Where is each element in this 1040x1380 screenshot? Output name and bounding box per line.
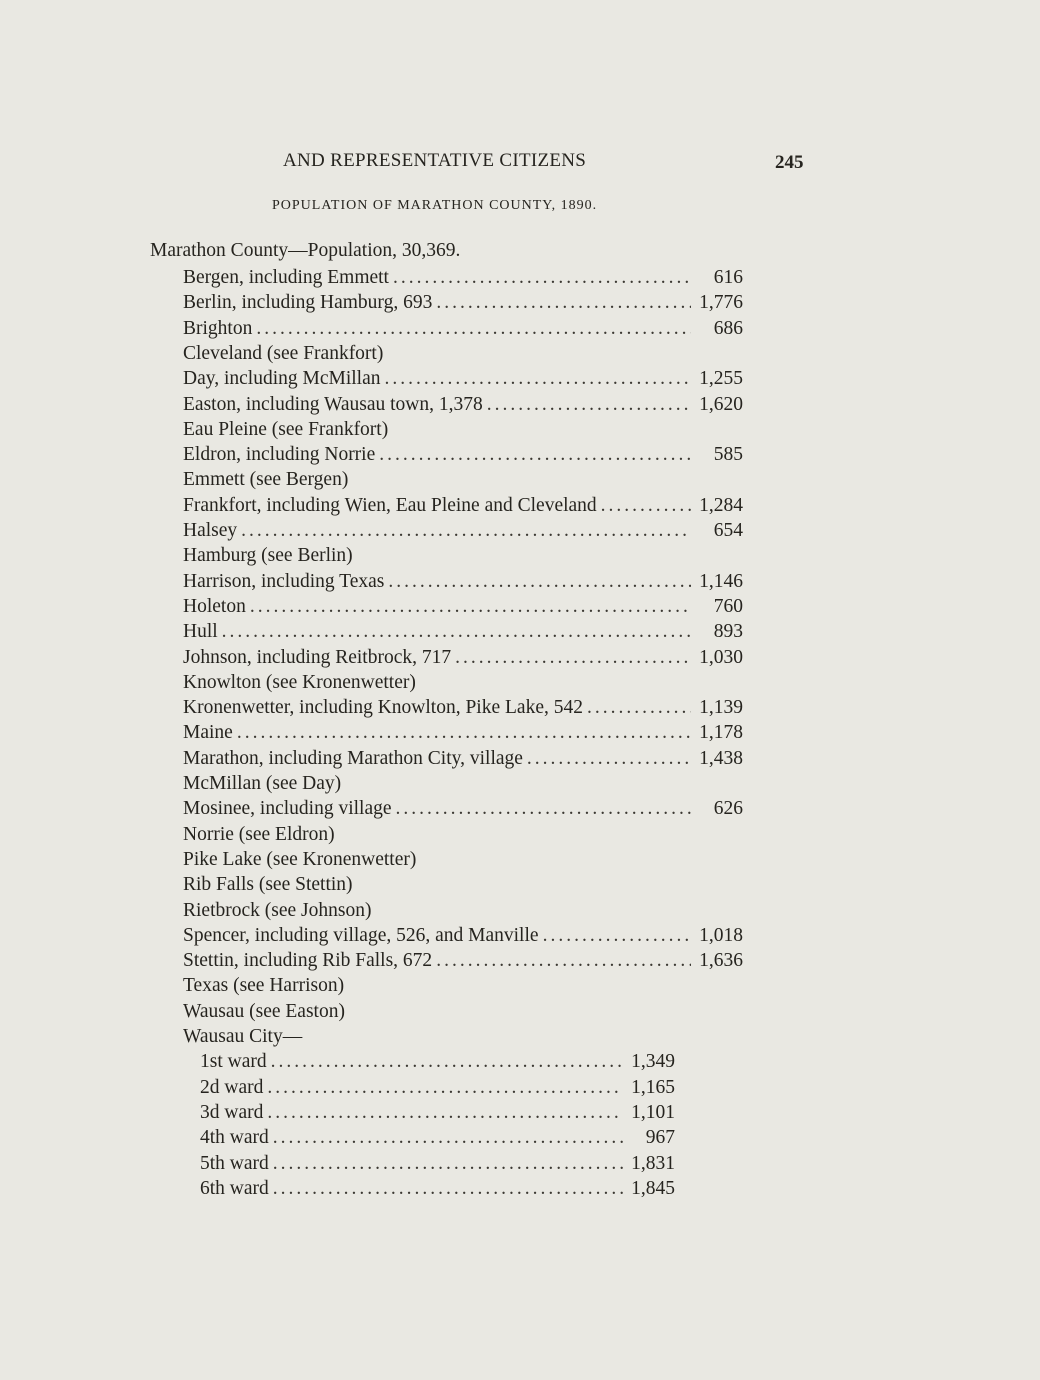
place-name: Hamburg (see Berlin) [183,545,353,567]
population-value: 893 [713,621,743,643]
list-item [183,923,743,948]
place-name: Spencer, including village, 526, and Manville [183,924,539,946]
list-item [183,493,743,518]
place-name: Emmett (see Bergen) [183,469,349,491]
place-name: Knowlton (see Kronenwetter) [183,671,416,693]
ward-name: 1st ward [200,1051,267,1073]
population-value: 1,255 [699,368,743,390]
population-value: 1,146 [699,570,743,592]
place-name: Stettin, including Rib Falls, 672 [183,950,433,972]
place-name: Halsey [183,520,238,541]
population-value: 654 [713,520,743,541]
list-item [183,847,743,872]
list-item [183,619,743,644]
place-name: Norrie (see Eldron) [183,823,335,845]
ward-row [200,1176,675,1201]
population-value: 616 [713,267,743,288]
list-item [183,771,743,796]
population-value: 1,139 [699,697,743,719]
list-item [183,695,743,720]
list-item [183,898,743,923]
place-name: Bergen, including Emmett [183,267,389,288]
list-item [183,316,743,341]
place-name: Mosinee, including village [183,798,392,820]
place-name: Eau Pleine (see Frankfort) [183,418,389,440]
ward-name: 6th ward [200,1177,269,1199]
place-name: Holeton [183,595,246,617]
dot-leader [543,923,691,948]
dot-leader [267,1075,623,1100]
ward-name: 4th ward [200,1127,269,1149]
population-value: 686 [713,317,743,339]
population-value: 1,030 [699,646,743,668]
list-item [183,341,743,366]
list-item [183,366,743,391]
dot-leader [273,1151,623,1176]
population-value: 1,636 [699,950,743,972]
list-item [183,543,743,568]
list-item [183,822,743,847]
dot-leader [237,720,691,745]
dot-leader [436,948,691,973]
population-value: 1,349 [631,1051,675,1073]
dot-leader [388,569,691,594]
dot-leader [396,796,691,821]
population-value: 585 [713,444,743,466]
place-name: Brighton [183,317,253,339]
place-name: Harrison, including Texas [183,570,385,592]
population-value: 1,831 [631,1152,675,1174]
dot-leader [455,645,691,670]
list-item [183,594,743,619]
dot-leader [601,493,691,518]
list-item [183,999,743,1024]
dot-leader [250,594,691,619]
place-name: Day, including McMillan [183,368,381,390]
list-item [183,872,743,897]
dot-leader [385,366,692,391]
place-name: Johnson, including Reitbrock, 717 [183,646,452,668]
place-name: McMillan (see Day) [183,773,342,794]
list-item [183,746,743,771]
population-value: 1,284 [699,494,743,516]
county-heading: Marathon County—Population, 30,369. [150,240,461,261]
place-name: Hull [183,621,218,643]
population-value: 967 [645,1127,675,1149]
dot-leader [256,316,691,341]
dot-leader [241,518,691,543]
place-name: Rietbrock (see Johnson) [183,899,372,921]
dot-leader [487,392,691,417]
place-name: Wausau City— [183,1026,303,1047]
list-item [183,569,743,594]
dot-leader [267,1100,623,1125]
place-name: Maine [183,722,233,744]
ward-row [200,1151,675,1176]
dot-leader [379,442,691,467]
dot-leader [222,619,691,644]
dot-leader [273,1125,623,1150]
ward-row [200,1075,675,1100]
ward-row [200,1125,675,1150]
place-name: Frankfort, including Wien, Eau Pleine and Cleveland [183,494,597,516]
place-name: Easton, including Wausau town, 1,378 [183,393,483,415]
dot-leader [587,695,691,720]
list-item [183,265,743,290]
table-title: POPULATION OF MARATHON COUNTY, 1890. [272,198,598,213]
page-number: 245 [775,152,804,173]
place-name: Berlin, including Hamburg, 693 [183,292,433,314]
list-item [183,392,743,417]
ward-name: 3d ward [200,1101,264,1123]
dot-leader [271,1049,623,1074]
place-name: Eldron, including Norrie [183,444,376,466]
list-item [183,948,743,973]
population-value: 1,620 [699,393,743,415]
population-value: 1,438 [699,747,743,769]
population-value: 1,776 [699,292,743,314]
list-item [183,442,743,467]
ward-row [200,1049,675,1074]
running-head: AND REPRESENTATIVE CITIZENS [283,150,587,171]
place-name: Cleveland (see Frankfort) [183,342,384,364]
list-item [183,1024,743,1049]
place-name: Wausau (see Easton) [183,1000,345,1022]
place-name: Marathon, including Marathon City, village [183,747,523,769]
ward-name: 5th ward [200,1152,269,1174]
ward-name: 2d ward [200,1076,264,1098]
population-value: 1,178 [699,722,743,744]
list-item [183,467,743,492]
place-name: Kronenwetter, including Knowlton, Pike Lake, 542 [183,697,583,719]
place-name: Rib Falls (see Stettin) [183,874,353,896]
place-name: Pike Lake (see Kronenwetter) [183,848,417,870]
list-item [183,290,743,315]
dot-leader [393,265,691,290]
dot-leader [527,746,691,771]
list-item [183,720,743,745]
dot-leader [436,290,691,315]
dot-leader [273,1176,623,1201]
population-value: 1,165 [631,1076,675,1098]
population-value: 760 [713,595,743,617]
population-value: 1,101 [631,1101,675,1123]
list-item [183,670,743,695]
list-item [183,645,743,670]
place-name: Texas (see Harrison) [183,975,345,997]
list-item [183,518,743,543]
population-value: 1,018 [699,924,743,946]
list-item [183,973,743,998]
list-item [183,417,743,442]
list-item [183,796,743,821]
population-value: 1,845 [631,1177,675,1199]
population-value: 626 [713,798,743,820]
ward-row [200,1100,675,1125]
